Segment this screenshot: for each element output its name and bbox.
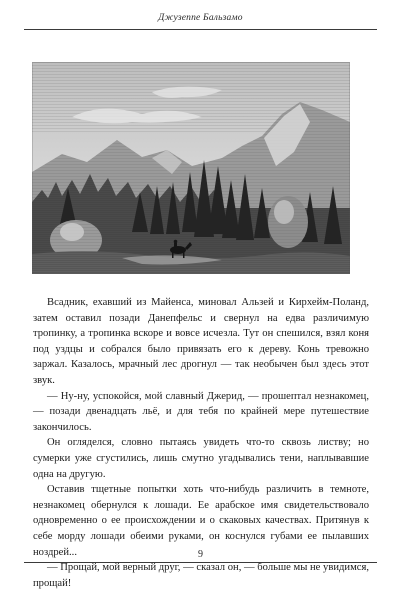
- running-title: Джузеппе Бальзамо: [158, 13, 243, 23]
- paragraph: — Ну-ну, успокойся, мой славный Джерид, — прошептал незнакомец, — позади двенадцать льё, и для тебя по крайней мере путешествие закончилось.: [33, 390, 369, 433]
- body-text: [33, 295, 369, 591]
- paragraph: Всадник, ехавший из Майенса, миновал Альзей и Кирхейм-Поланд, затем оставил позади Данепфельс и свернул на едва различимую тропинку, а тропинка вскоре и вовсе исчезла. Тут он спешился, взял коня под уздцы и собрался было привязать его к дереву. Конь тревожно заржал. Казалось, мрачный лес дрогнул — так необычен был здесь этот звук.: [33, 297, 369, 386]
- landscape-engraving-icon: [32, 62, 350, 274]
- footer-rule: [24, 562, 377, 563]
- header-rule: [24, 29, 377, 30]
- paragraph: — Прощай, мой верный друг, — сказал он, — больше мы не увидимся, прощай!: [33, 562, 369, 589]
- page-number: 9: [198, 549, 203, 560]
- engraving-illustration: [32, 62, 350, 274]
- paragraph: Оставив тщетные попытки хоть что-нибудь различить в темноте, незнакомец обернулся к лошади. Ее арабское имя свидетельствовало одновременно о ее происхождении и о скаковых качествах. Притянув к себе морду лошади обеими руками, он коснулся губами ее пылавших ноздрей...: [33, 484, 369, 558]
- paragraph: Он огляделся, словно пытаясь увидеть что-то сквозь листву; но сумерки уже сгустились, лишь смутно угадывались тени, наплывавшие одна на другую.: [33, 437, 369, 480]
